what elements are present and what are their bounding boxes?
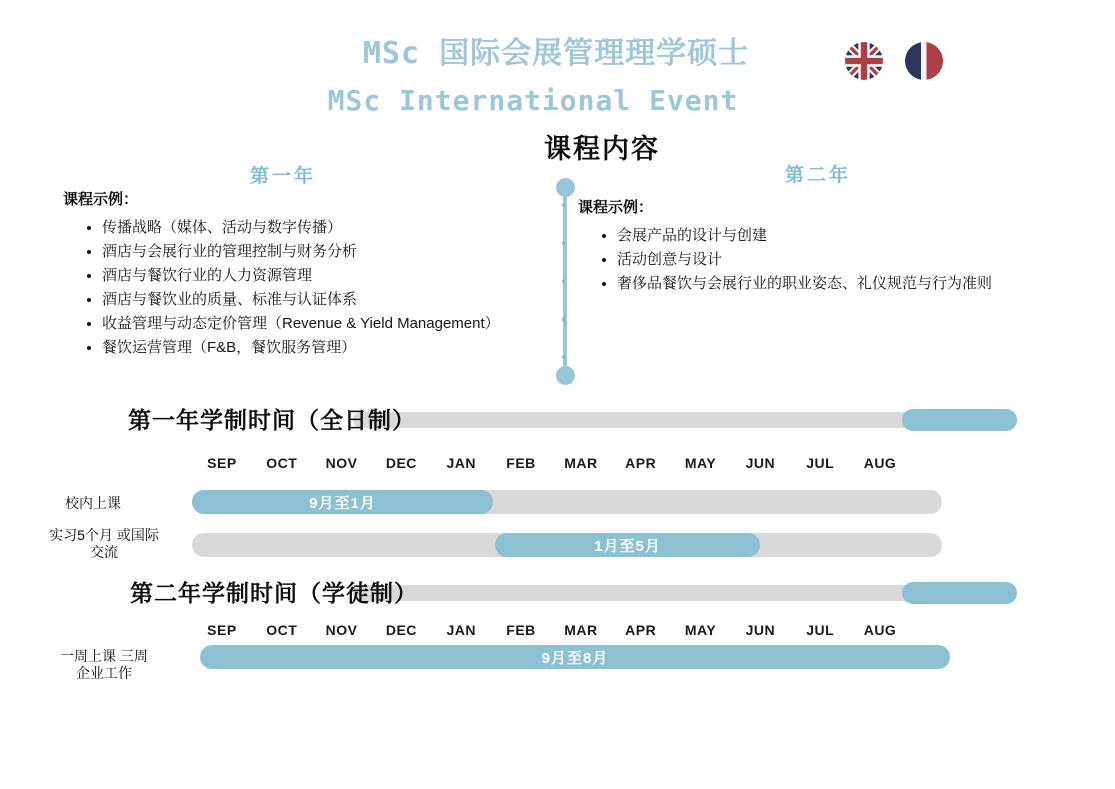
timeline-line xyxy=(563,192,567,370)
row2-label-line2: 交流 xyxy=(90,544,118,560)
timeline-dot-top xyxy=(556,178,575,197)
month-label: OCT xyxy=(266,455,298,471)
year2-label: 第二年 xyxy=(784,165,852,186)
row1-label: 校内上课 xyxy=(65,495,121,511)
uk-flag-icon xyxy=(845,42,883,80)
month-label: OCT xyxy=(266,622,298,638)
year1-label: 第一年 xyxy=(249,166,317,187)
month-label: JAN xyxy=(446,622,476,638)
row2-label-line1: 实习5个月 或国际 xyxy=(49,527,159,543)
month-label: NOV xyxy=(325,455,358,471)
france-flag-icon xyxy=(905,42,943,80)
month-label: AUG xyxy=(863,455,897,471)
page-title-cn: MSc 国际会展管理理学硕士 xyxy=(362,36,750,71)
timeline-tick: × xyxy=(561,239,566,248)
page-title-en: MSc International Event xyxy=(327,84,739,117)
heading2-pill xyxy=(902,582,1017,604)
year1-list-title: 课程示例： xyxy=(63,191,139,208)
row3-label-line1: 一周上课 三周 xyxy=(60,648,148,664)
year2-course-column xyxy=(578,196,1043,298)
schedule1-heading: 第一年学制时间（全日制） xyxy=(128,407,416,433)
month-label: MAR xyxy=(564,622,598,638)
month-label: JUL xyxy=(806,622,835,638)
month-label: DEC xyxy=(385,455,417,471)
course-item: • 活动创意与设计 xyxy=(617,250,1043,270)
year2-list-title: 课程示例： xyxy=(578,199,654,216)
month-label: AUG xyxy=(863,622,897,638)
year1-course-column xyxy=(63,188,558,362)
month-label: MAR xyxy=(564,455,598,471)
month-label: JAN xyxy=(446,455,476,471)
course-item: • 餐饮运营管理（F&B，餐饮服务管理） xyxy=(102,338,558,358)
timeline-dot-bottom xyxy=(556,366,575,385)
section-title: 课程内容 xyxy=(544,134,660,164)
row1-bar: 9月至1月 xyxy=(192,490,493,514)
row2-bar: 1月至5月 xyxy=(495,533,760,557)
month-label: NOV xyxy=(325,622,358,638)
month-axis-1 xyxy=(192,455,910,471)
month-label: MAY xyxy=(684,455,717,471)
month-label: SEP xyxy=(207,622,237,638)
month-label: APR xyxy=(625,622,657,638)
timeline-tick: × xyxy=(561,353,566,362)
month-label: MAY xyxy=(684,622,717,638)
schedule2-heading: 第二年学制时间（学徒制） xyxy=(130,580,418,606)
course-item: • 酒店与餐饮行业的人力资源管理 xyxy=(102,266,558,286)
month-label: DEC xyxy=(385,622,417,638)
row3-bar: 9月至8月 xyxy=(200,645,950,669)
row3-label xyxy=(28,648,180,682)
course-item: • 奢侈品餐饮与会展行业的职业姿态、礼仪规范与行为准则 xyxy=(617,274,1043,294)
month-axis-2 xyxy=(192,622,910,638)
course-item: • 酒店与会展行业的管理控制与财务分析 xyxy=(102,242,558,262)
year2-course-list xyxy=(578,226,1043,294)
month-label: SEP xyxy=(207,455,237,471)
row2-track xyxy=(192,533,942,557)
flags xyxy=(845,42,943,80)
course-item: • 酒店与餐饮业的质量、标准与认证体系 xyxy=(102,290,558,310)
row1-track xyxy=(192,490,942,514)
year1-course-list xyxy=(63,218,558,358)
course-item: • 收益管理与动态定价管理（Revenue & Yield Management） xyxy=(102,314,558,334)
month-label: FEB xyxy=(506,455,536,471)
timeline-tick: × xyxy=(561,277,566,286)
row2-label xyxy=(28,527,180,561)
month-label: JUN xyxy=(745,455,776,471)
course-item: • 会展产品的设计与创建 xyxy=(617,226,1043,246)
timeline-tick: × xyxy=(561,201,566,210)
timeline-tick: × xyxy=(561,315,566,324)
month-label: FEB xyxy=(506,622,536,638)
month-label: APR xyxy=(625,455,657,471)
month-label: JUN xyxy=(745,622,776,638)
row3-label-line2: 企业工作 xyxy=(76,665,132,681)
heading1-pill xyxy=(902,409,1017,431)
course-item: • 传播战略（媒体、活动与数字传播） xyxy=(102,218,558,238)
month-label: JUL xyxy=(806,455,835,471)
